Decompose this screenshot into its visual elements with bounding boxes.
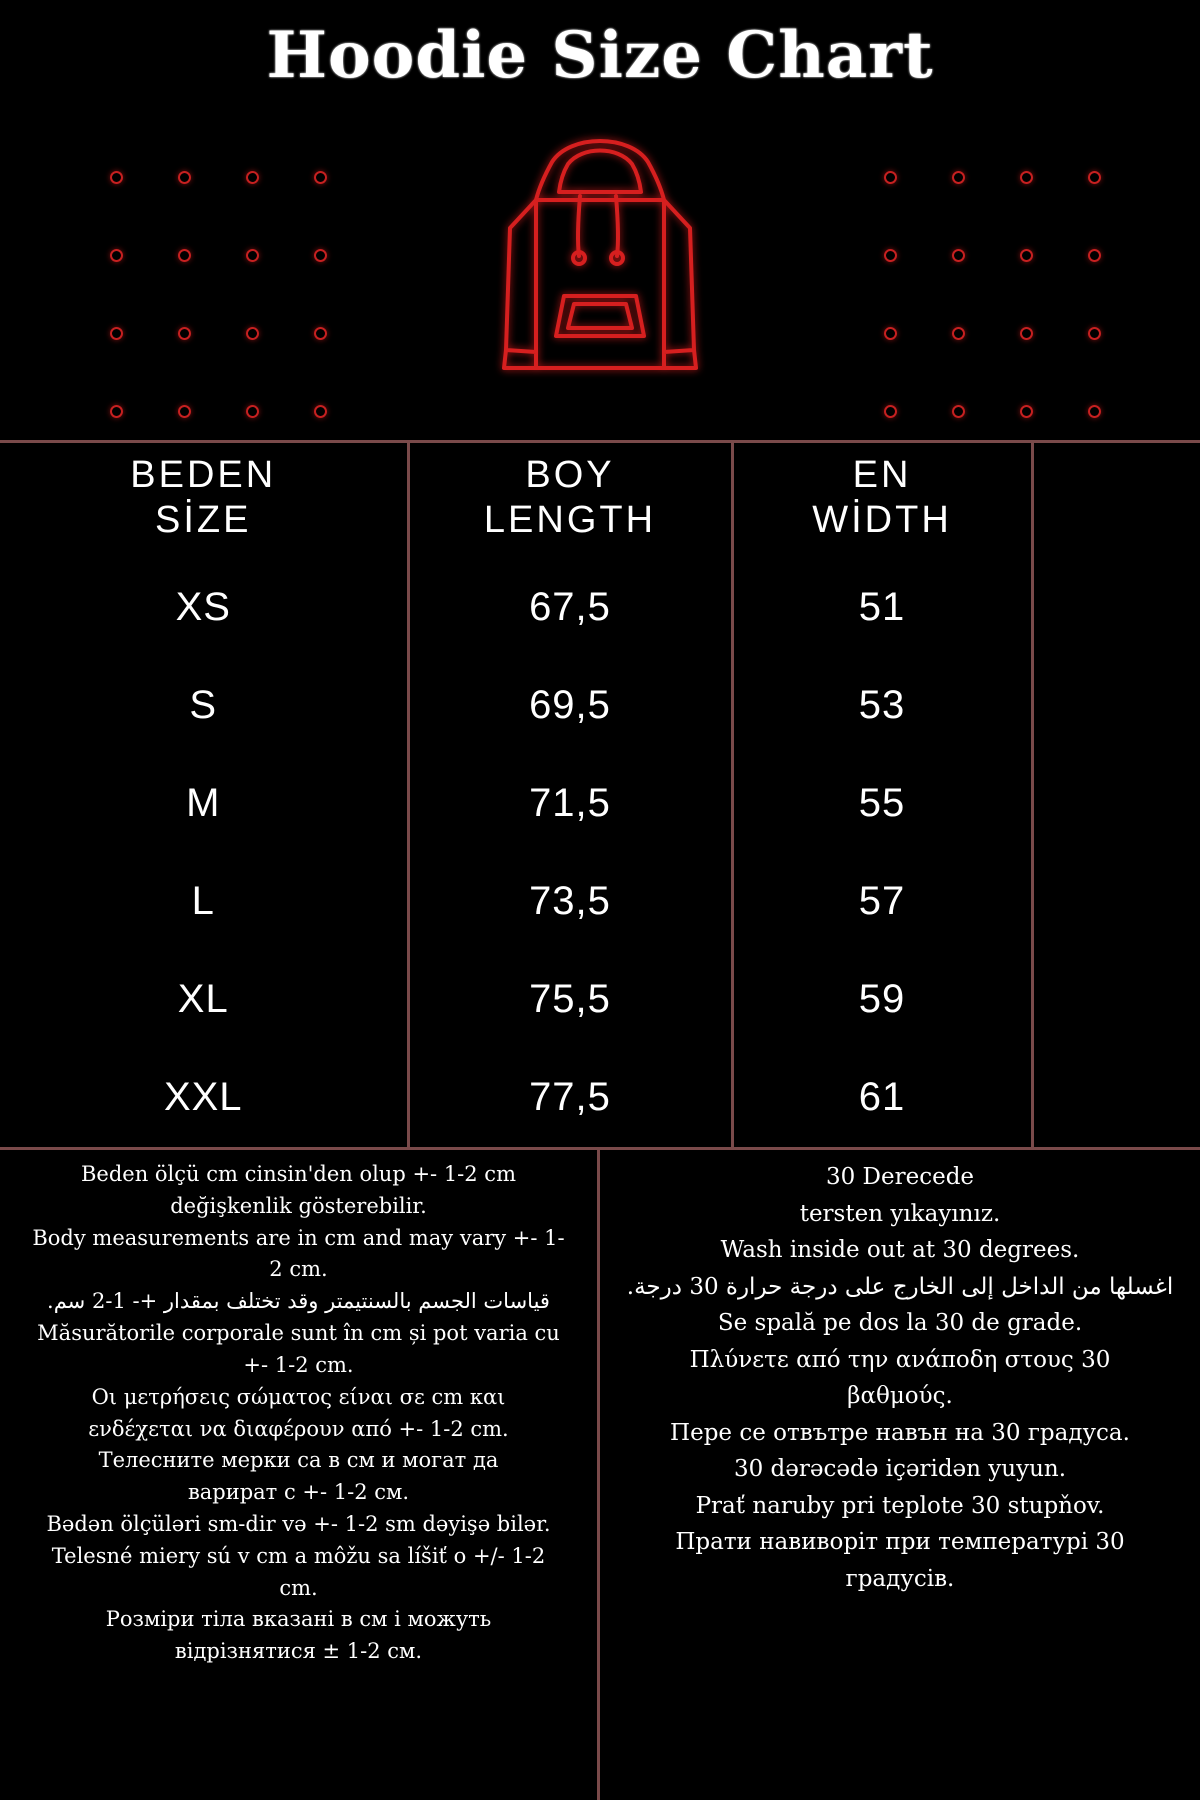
dot [246, 405, 259, 418]
note-line: Wash inside out at 30 degrees. [720, 1237, 1080, 1263]
note-line: варират с +- 1-2 см. [187, 1480, 410, 1505]
column-header-length-line1: BOY [525, 454, 615, 496]
cell-length: 67,5 [408, 559, 732, 657]
dot [246, 249, 259, 262]
cell-extra [1032, 951, 1200, 1049]
table-row [0, 755, 1200, 853]
table-row [0, 1049, 1200, 1147]
wash-care-note-column [600, 1150, 1200, 1800]
note-line: cm. [279, 1575, 318, 1600]
column-header-size-line2: SİZE [155, 498, 252, 541]
dot [1020, 405, 1033, 418]
dot [314, 405, 327, 418]
column-header-length [408, 443, 732, 559]
column-header-width [732, 443, 1032, 559]
dot-grid-right [856, 138, 1128, 450]
note-line: Se spală pe dos la 30 de grade. [717, 1310, 1083, 1336]
dot [110, 405, 123, 418]
dot [884, 171, 897, 184]
dot [178, 171, 191, 184]
note-line: 30 Derecede [825, 1164, 975, 1190]
column-header-size [0, 443, 408, 559]
note-line-arabic: قياسات الجسم بالسنتيمتر وقد تختلف بمقدار +- 1-2 سم. [47, 1289, 550, 1314]
cell-extra [1032, 1049, 1200, 1147]
dot [952, 405, 965, 418]
dot [952, 327, 965, 340]
note-line: відрізнятися ± 1-2 см. [174, 1639, 423, 1664]
cell-width: 61 [732, 1049, 1032, 1147]
note-line: Πλύνετε από την ανάποδη στους 30 [689, 1346, 1111, 1373]
dot [110, 327, 123, 340]
dot [1088, 171, 1101, 184]
dot [884, 249, 897, 262]
table-header-row [0, 443, 1200, 559]
dot [1020, 249, 1033, 262]
note-line: Пере се отвътре навън на 30 градуса. [670, 1419, 1130, 1446]
cell-extra [1032, 853, 1200, 951]
page-title: Hoodie Size Chart [266, 18, 934, 93]
measurement-note-column [0, 1150, 600, 1800]
cell-size: M [0, 755, 408, 853]
dot [1020, 171, 1033, 184]
note-line: +- 1-2 cm. [243, 1352, 354, 1377]
cell-width: 51 [732, 559, 1032, 657]
dot [314, 327, 327, 340]
note-line: Прати навиворіт при температурі 30 [675, 1529, 1125, 1555]
dot [884, 405, 897, 418]
dot [178, 405, 191, 418]
cell-width: 59 [732, 951, 1032, 1049]
column-header-width-line2: WİDTH [812, 498, 952, 541]
dot [178, 327, 191, 340]
note-line: Body measurements are in cm and may vary +- 1- [32, 1225, 565, 1250]
cell-size: XXL [0, 1049, 408, 1147]
cell-length: 75,5 [408, 951, 732, 1049]
table-row [0, 559, 1200, 657]
dot [314, 249, 327, 262]
dot-grid-left [82, 138, 354, 450]
note-line: 2 cm. [269, 1257, 328, 1282]
note-line: Οι μετρήσεις σώματος είναι σε cm και [91, 1384, 506, 1409]
table-row [0, 657, 1200, 755]
note-line: градусів. [845, 1565, 955, 1592]
hoodie-icon [440, 100, 760, 400]
cell-extra [1032, 657, 1200, 755]
dot [952, 249, 965, 262]
cell-length: 71,5 [408, 755, 732, 853]
cell-size: L [0, 853, 408, 951]
cell-size: S [0, 657, 408, 755]
note-line: Măsurătorile corporale sunt în cm și pot varia cu [37, 1321, 560, 1346]
cell-extra [1032, 755, 1200, 853]
dot [246, 327, 259, 340]
cell-extra [1032, 559, 1200, 657]
note-line: 30 dərəcədə içəridən yuyun. [733, 1456, 1067, 1482]
dot [952, 171, 965, 184]
cell-width: 53 [732, 657, 1032, 755]
column-header-length-line2: LENGTH [483, 498, 657, 541]
header [0, 0, 1200, 440]
table-row [0, 951, 1200, 1049]
size-table [0, 443, 1200, 1147]
dot [1088, 405, 1101, 418]
size-table-container [0, 440, 1200, 1150]
note-line: Bədən ölçüləri sm-dir və +- 1-2 sm dəyişə bilər. [46, 1511, 551, 1536]
note-line: Beden ölçü cm cinsin'den olup +- 1-2 cm [80, 1162, 516, 1186]
table-row [0, 853, 1200, 951]
dot [1088, 249, 1101, 262]
cell-length: 77,5 [408, 1049, 732, 1147]
note-line: tersten yıkayınız. [799, 1200, 1001, 1227]
dot [110, 249, 123, 262]
dot [178, 249, 191, 262]
column-header-extra [1032, 443, 1200, 559]
notes-section [0, 1150, 1200, 1800]
note-line: Prať naruby pri teplote 30 stupňov. [695, 1492, 1105, 1519]
column-header-size-line1: BEDEN [130, 454, 277, 496]
cell-width: 55 [732, 755, 1032, 853]
dot [246, 171, 259, 184]
note-line: ενδέχεται να διαφέρουν από +- 1-2 cm. [88, 1416, 509, 1441]
cell-size: XS [0, 559, 408, 657]
cell-size: XL [0, 951, 408, 1049]
column-header-width-line1: EN [852, 454, 912, 496]
cell-length: 69,5 [408, 657, 732, 755]
note-line: Телесните мерки са в см и могат да [98, 1448, 499, 1473]
note-line-arabic: اغسلها من الداخل إلى الخارج على درجة حرارة 30 درجة. [626, 1273, 1174, 1300]
dot [1020, 327, 1033, 340]
cell-length: 73,5 [408, 853, 732, 951]
note-line: Telesné miery sú v cm a môžu sa líšiť o +/- 1-2 [51, 1543, 546, 1568]
dot [884, 327, 897, 340]
note-line: βαθμούς. [847, 1383, 953, 1409]
note-line: Розміри тіла вказані в см і можуть [105, 1607, 492, 1632]
dot [110, 171, 123, 184]
cell-width: 57 [732, 853, 1032, 951]
note-line: değişkenlik gösterebilir. [170, 1193, 427, 1218]
dot [1088, 327, 1101, 340]
dot [314, 171, 327, 184]
